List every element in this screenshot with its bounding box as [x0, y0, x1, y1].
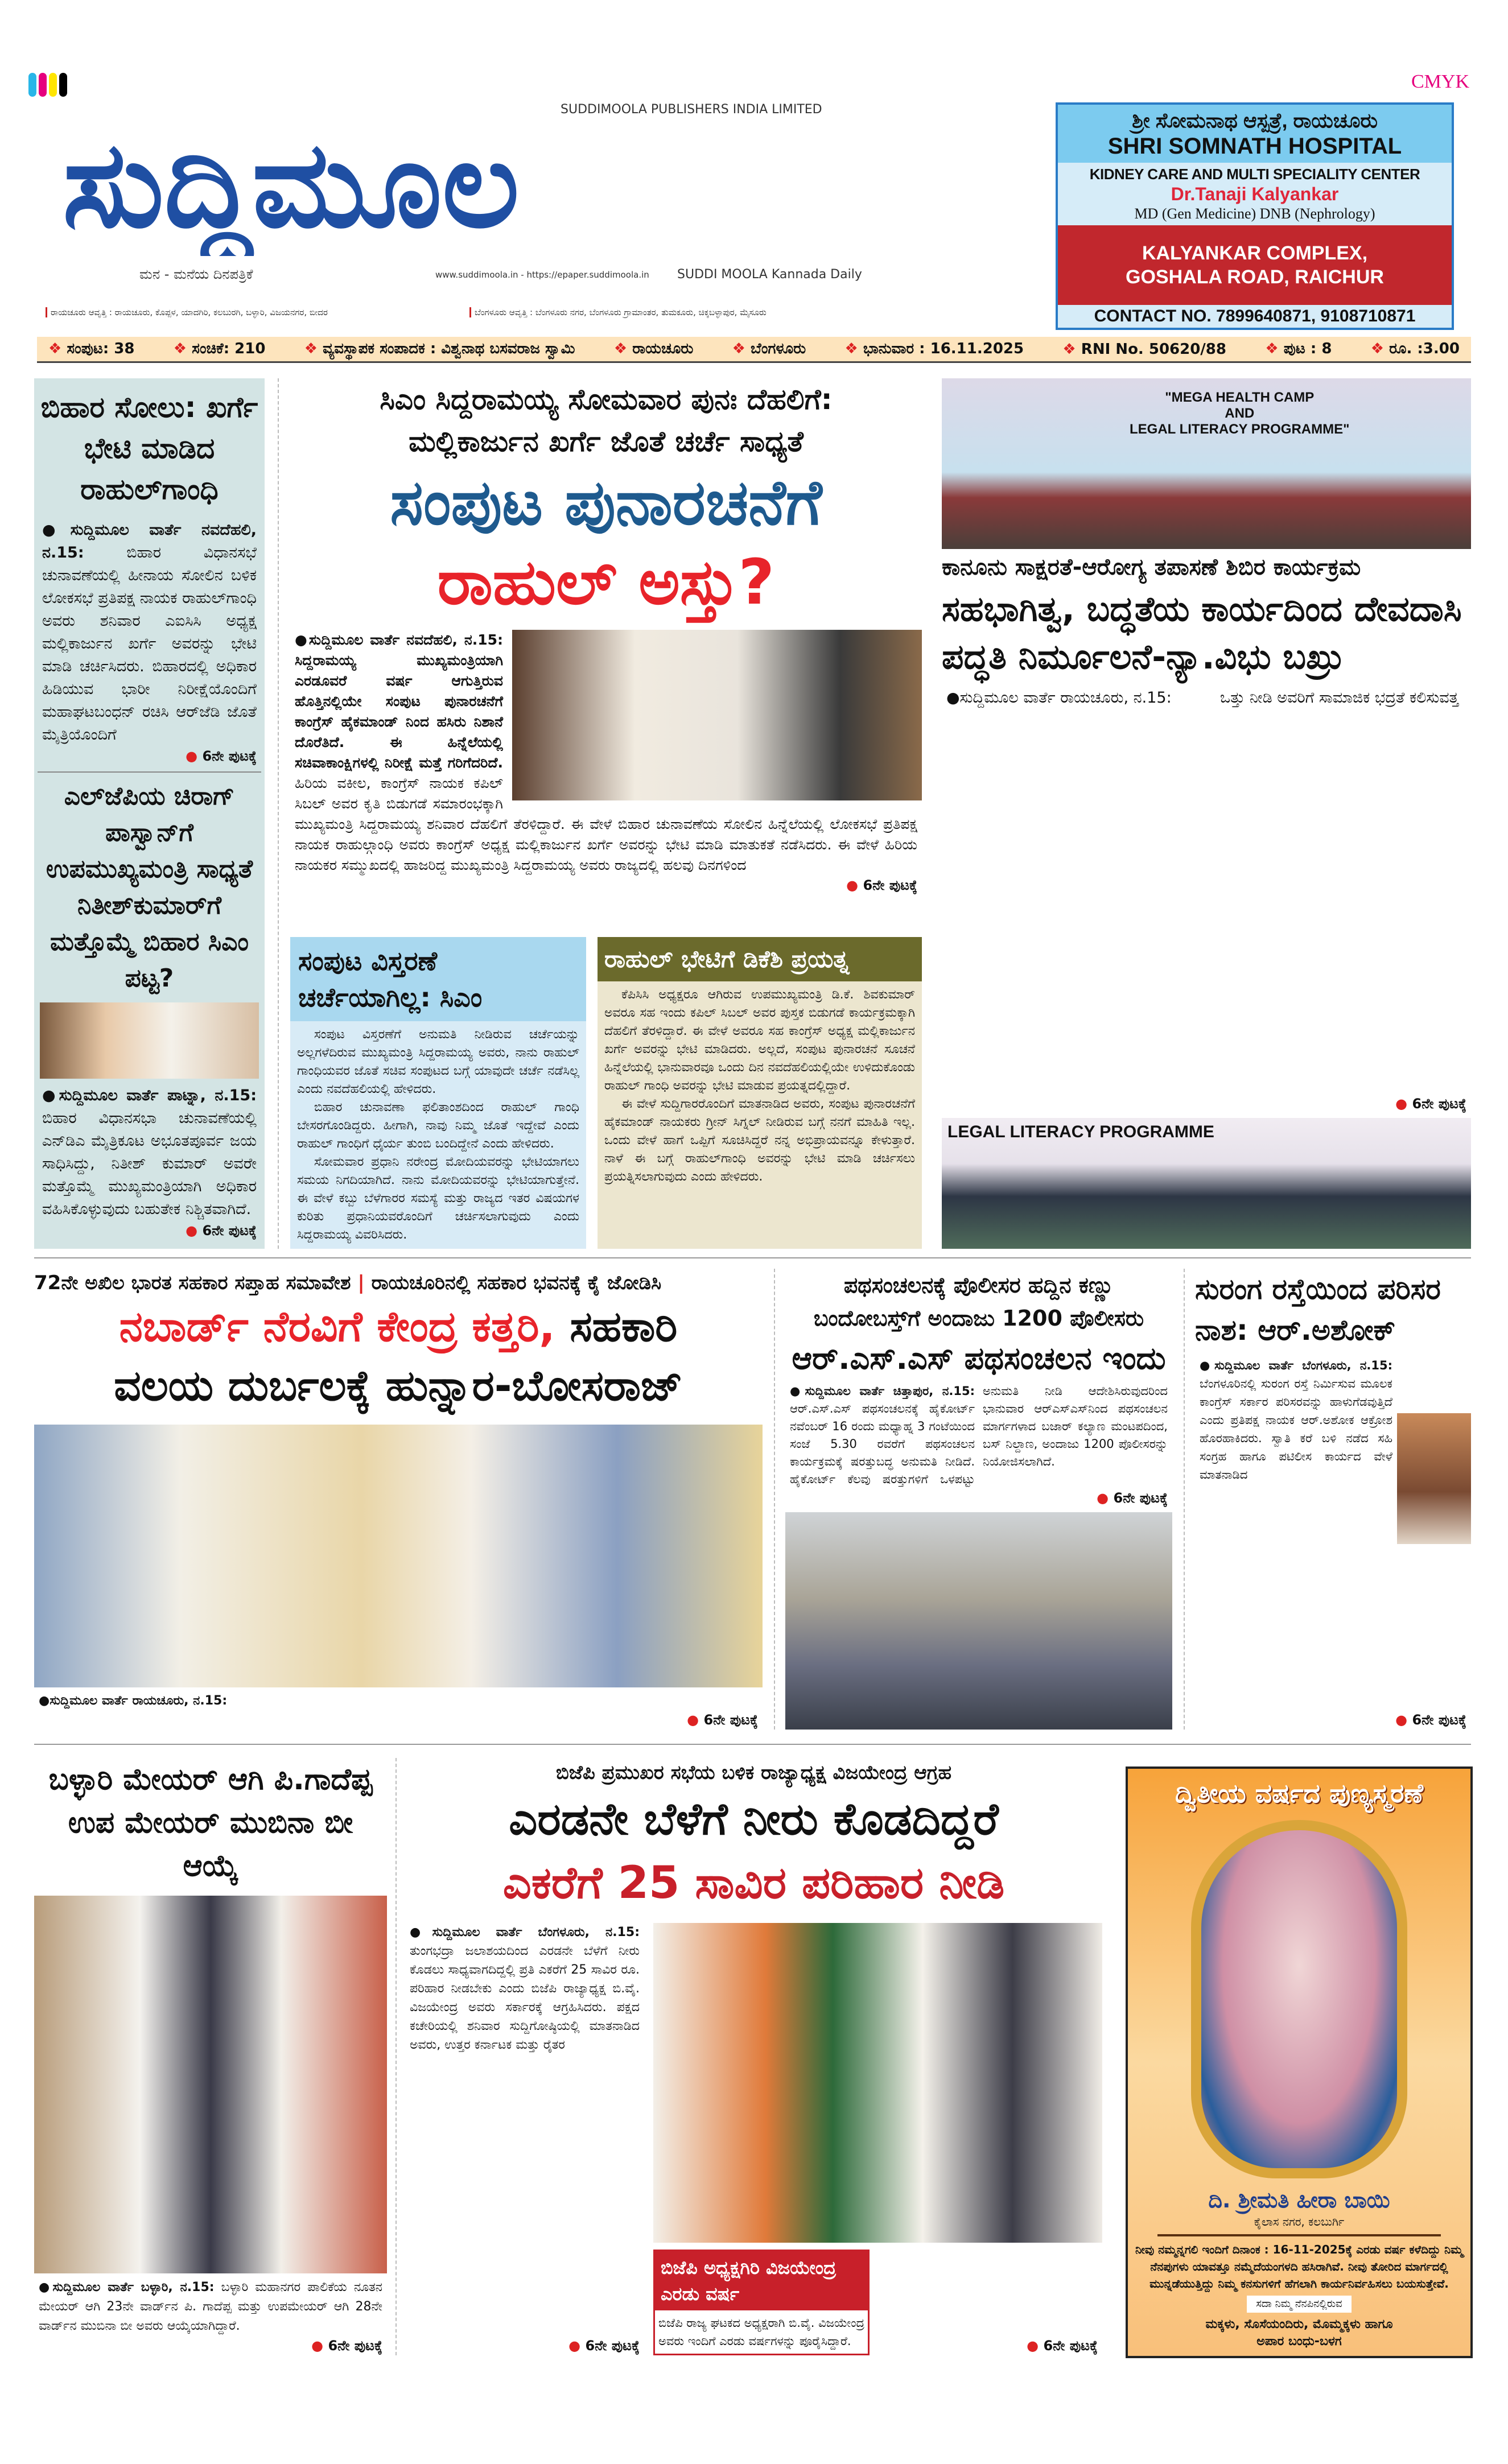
bengaluru-edition: ಬೆಂಗಳೂರು ಆವೃತ್ತಿ : ಬೆಂಗಳೂರು ನಗರ, ಬೆಂಗಳೂರು ಗ್ರಾಮಾಂತರ, ತುಮಕೂರು, ಚಿಕ್ಕಬಳ್ಳಾಪುರ, ಮೈಸೂರು — [469, 307, 767, 317]
article-body: ಬಳ್ಳಾರಿ ಮಹಾನಗರ ಪಾಲಿಕೆಯ ನೂತನ ಮೇಯರ್ ಆಗಿ 23ನೇ ವಾರ್ಡ್‌ನ ಪಿ. ಗಾದೆಪ್ಪ ಮತ್ತು ಉಪಮೇಯರ್ ಆಗಿ 28ನೇ ವಾರ್ಡ್‌ನ ಮುಬಿನಾ ಬೀ ಅವರು ಆಯ್ಕೆಯಾಗಿದ್ದಾರೆ. — [39, 2280, 382, 2333]
masthead-logo: ಸುದ್ದಿಮೂಲ — [63, 115, 520, 254]
memorial-ad — [1126, 1767, 1473, 2358]
hospital-specialty: KIDNEY CARE AND MULTI SPECIALITY CENTER — [1089, 166, 1420, 183]
memorial-place: ಕೈಲಾಸ ನಗರ, ಕಲಬುರ್ಗಿ — [1254, 2215, 1345, 2228]
editor: ❖ ವ್ಯವಸ್ಥಾಪಕ ಸಂಪಾದಕ : ವಿಶ್ವನಾಥ ಬಸವರಾಜ ಸ್ವಾಮಿ — [304, 340, 575, 358]
paragraph: ಸೋಮವಾರ ಪ್ರಧಾನಿ ನರೇಂದ್ರ ಮೋದಿಯವರನ್ನು ಭೇಟಿಯಾಗಲು ಸಮಯ ನಿಗದಿಯಾಗಿದೆ. ನಾನು ಮೋದಿಯವರನ್ನು ಭೇಟಿಯಾಗುತ್ತೇನೆ. ಈ ವೇಳೆ ಕಬ್ಬು ಬೆಳೆಗಾರರ ಸಮಸ್ಯೆ ಮತ್ತು ರಾಜ್ಯದ ಇತರ ವಿಷಯಗಳ ಕುರಿತು ಪ್ರಧಾನಿಯವರೊಂದಿಗೆ ಚರ್ಚಿಸಲಾಗುವುದು ಎಂದು ಸಿದ್ದರಾಮಯ್ಯ ವಿವರಿಸಿದರು. — [297, 1155, 579, 1242]
vijayendra-headline-red: ಎಕರೆಗೆ 25 ಸಾವಿರ ಪರಿಹಾರ ನೀಡಿ — [502, 1858, 1005, 1909]
cyan-dot — [28, 73, 36, 97]
legal-literacy-photo — [942, 1118, 1471, 1249]
yellow-dot — [49, 73, 57, 97]
column-rule — [278, 378, 279, 1249]
police-parade-photo — [785, 1512, 1172, 1730]
divider — [38, 771, 261, 773]
nabard-kicker-a: 72ನೇ ಅಖಿಲ ಭಾರತ ಸಹಕಾರ ಸಪ್ತಾಹ ಸಮಾವೇಶ — [34, 1272, 351, 1294]
nitish-chirag-photo — [40, 1002, 259, 1079]
issue: ❖ ಸಂಚಿಕೆ: 210 — [174, 340, 266, 358]
continued-label: ● 6ನೇ ಪುಟಕ್ಕೆ — [290, 876, 922, 895]
continued-label: ● 6ನೇ ಪುಟಕ್ಕೆ — [38, 1221, 261, 1240]
volume: ❖ ಸಂಪುಟ: 38 — [48, 340, 134, 358]
dateline: ●ಸುದ್ದಿಮೂಲ ವಾರ್ತೆ ನವದೆಹಲಿ, ನ.15: — [295, 632, 503, 648]
hospital-english-name: SHRI SOMNATH HOSPITAL — [1107, 134, 1402, 159]
vijayendra-story — [405, 1758, 1102, 2355]
lead-headline-2: ರಾಹುಲ್ ಅಸ್ತು? — [437, 546, 775, 618]
rss-headline: ಆರ್.ಎಸ್.ಎಸ್ ಪಥಸಂಚಲನ ಇಂದು — [792, 1340, 1166, 1376]
nabard-story — [34, 1269, 763, 1730]
continued-label: ● 6ನೇ ಪುಟಕ್ಕೆ — [785, 1488, 1172, 1508]
row-divider — [34, 1257, 1471, 1258]
lead-story — [290, 378, 922, 1249]
vijayendra-headline-black: ಎರಡನೇ ಬೆಳೆಗೆ ನೀರು ಕೊಡದಿದ್ದರೆ — [509, 1794, 999, 1845]
dks-box — [598, 937, 922, 1249]
banner-text: AND — [1225, 406, 1255, 421]
memorial-name: ದಿ. ಶ್ರೀಮತಿ ಹೀರಾ ಬಾಯಿ — [1208, 2188, 1390, 2213]
price: ❖ ರೂ. :3.00 — [1371, 340, 1460, 358]
info-strip — [37, 337, 1471, 363]
siddaramaiah-kharge-photo — [512, 630, 922, 800]
article-body: ಬಿಹಾರ ವಿಧಾನಸಭೆ ಚುನಾವಣೆಯಲ್ಲಿ ಹೀನಾಯ ಸೋಲಿನ ಬಳಿಕ ಲೋಕಸಭೆ ಪ್ರತಿಪಕ್ಷ ನಾಯಕ ರಾಹುಲ್‌ಗಾಂಧಿ ಅವರು ಶನಿವಾರ ಎಐಸಿಸಿ ಅಧ್ಯಕ್ಷ ಮಲ್ಲಿಕಾರ್ಜುನ ಖರ್ಗೆ ಅವರನ್ನು ಭೇಟಿ ಮಾಡಿ ಚರ್ಚಿಸಿದರು. ಬಿಹಾರದಲ್ಲಿ ಅಧಿಕಾರ ಹಿಡಿಯುವ ಭಾರೀ ನಿರೀಕ್ಷೆಯೊಂದಿಗೆ ಮಹಾಘಟಬಂಧನ್ ರಚಿಸಿ ಆರ್‌ಜೆಡಿ ಜೊತೆ ಮೈತ್ರಿಯೊಂದಿಗೆ — [42, 544, 257, 744]
column-rule — [1184, 1269, 1185, 1730]
publisher-name: SUDDIMOOLA PUBLISHERS INDIA LIMITED — [561, 102, 822, 117]
divider — [1157, 2234, 1441, 2236]
magenta-dot — [39, 73, 47, 97]
memorial-title: ದ್ವಿತೀಯ ವರ್ಷದ ಪುಣ್ಯಸ್ಮರಣೆ — [1175, 1778, 1424, 1809]
doctor-qualification: MD (Gen Medicine) DNB (Nephrology) — [1134, 205, 1375, 222]
paragraph: ಸಂಪುಟ ವಿಸ್ತರಣೆಗೆ ಅನುಮತಿ ನೀಡಿರುವ ಚರ್ಚೆಯನ್ನು ಅಲ್ಲಗಳೆದಿರುವ ಮುಖ್ಯಮಂತ್ರಿ ಸಿದ್ದರಾಮಯ್ಯ ಅವರು, ನಾನು ರಾಹುಲ್ ಗಾಂಧಿಯವರ ಜೊತೆ ಸಚಿವ ಸಂಪುಟದ ಬಗ್ಗೆ ಯಾವುದೇ ಚರ್ಚೆ ನಡೆಸಿಲ್ಲ ಎಂದು ನವದೆಹಲಿಯಲ್ಲಿ ಹೇಳಿದರು. — [297, 1027, 579, 1096]
column-rule — [774, 1269, 775, 1730]
cooperative-event-photo — [34, 1425, 763, 1687]
address-line1: KALYANKAR COMPLEX, — [1142, 242, 1368, 264]
banner-text: LEGAL LITERACY PROGRAMME — [947, 1122, 1214, 1141]
bihar-column — [34, 378, 265, 1249]
doctor-name: Dr.Tanaji Kalyankar — [1171, 184, 1339, 204]
dateline: ●ಸುದ್ದಿಮೂಲ ವಾರ್ತೆ ಬೆಂಗಳೂರು, ನ.15: — [410, 1925, 640, 1939]
box-headline: ಬಿಜೆಪಿ ಅಧ್ಯಕ್ಷಗಿರಿ ವಿಜಯೇಂದ್ರ ಎರಡು ವರ್ಷ — [655, 2251, 868, 2310]
article-body: ಆರ್.ಎಸ್.ಎಸ್ ಪಥಸಂಚಲನಕ್ಕೆ ಹೈಕೋರ್ಟ್ ನವೆಂಬರ್ 16 ರಂದು ಮಧ್ಯಾಹ್ನ 3 ಗಂಟೆಯಿಂದ ಸಂಜೆ 5.30 ರವರೆಗೆ ಪಥಸಂಚಲನ ಕಾರ್ಯಕ್ರಮಕ್ಕೆ ಷರತ್ತುಬದ್ಧ ಅನುಮತಿ ನೀಡಿದೆ. ಹೈಕೋರ್ಟ್ ಕೆಲವು ಷರತ್ತುಗಳಿಗೆ ಒಳಪಟ್ಟು ಅನುಮತಿ ನೀಡಿ ಆದೇಶಿಸಿರುವುದರಿಂದ ಭಾನುವಾರ ಆರ್‌ಎಸ್‌ಎಸ್‌ನಿಂದ ಪಥಸಂಚಲನ ಮಾರ್ಗಗಳಾದ ಬಜಾರ್ ಕಲ್ಯಾಣ ಮಂಟಪದಿಂದ, ಬಸ್ ನಿಲ್ದಾಣ, ಅಂದಾಜು 1200 ಪೊಲೀಸರನ್ನು ನಿಯೋಜಿಸಲಾಗಿದೆ. — [790, 1384, 1168, 1486]
dateline: ●ಸುದ್ದಿಮೂಲ ವಾರ್ತೆ ಪಾಟ್ನಾ, ನ.15: — [42, 1087, 257, 1104]
issue-date: ❖ ಭಾನುವಾರ : 16.11.2025 — [844, 340, 1024, 358]
nabard-kicker-b: ರಾಯಚೂರಿನಲ್ಲಿ ಸಹಕಾರ ಭವನಕ್ಕೆ ಕೈ ಜೋಡಿಸಿ — [371, 1272, 662, 1294]
lead-kicker-2: ಮಲ್ಲಿಕಾರ್ಜುನ ಖರ್ಗೆ ಜೊತೆ ಚರ್ಚೆ ಸಾಧ್ಯತೆ — [409, 425, 804, 458]
ballari-headline: ಬಳ್ಳಾರಿ ಮೇಯರ್ ಆಗಿ ಪಿ.ಗಾದೆಪ್ಪ ಉಪ ಮೇಯರ್ ಮುಬಿನಾ ಬೀ ಆಯ್ಕೆ — [48, 1763, 373, 1883]
bjp-meeting-photo — [653, 1923, 1102, 2243]
devadasi-story — [942, 378, 1471, 1249]
dks-box-headline: ರಾಹುಲ್ ಭೇಟಿಗೆ ಡಿಕೆಶಿ ಪ್ರಯತ್ನ — [598, 937, 922, 981]
photo-banner — [1130, 390, 1350, 438]
rss-subkicker: ಬಂದೋಬಸ್ತ್‌ಗೆ ಅಂದಾಜು 1200 ಪೊಲೀಸರು — [813, 1306, 1144, 1331]
website: www.suddimoola.in - https://epaper.suddimoola.in — [435, 270, 649, 280]
lead-body: ಹಿರಿಯ ವಕೀಲ, ಕಾಂಗ್ರೆಸ್ ನಾಯಕ ಕಪಿಲ್ ಸಿಬಲ್ ಅವರ ಕೃತಿ ಬಿಡುಗಡೆ ಸಮಾರಂಭಕ್ಕಾಗಿ ಮುಖ್ಯಮಂತ್ರಿ ಸಿದ್ದರಾಮಯ್ಯ ಶನಿವಾರ ದೆಹಲಿಗೆ ತೆರಳಿದ್ದಾರೆ. ಈ ವೇಳೆ ಬಿಹಾರ ಚುನಾವಣೆಯ ಸೋಲಿನ ಹಿನ್ನೆಲೆಯಲ್ಲಿ ಲೋಕಸಭೆ ಪ್ರತಿಪಕ್ಷ ನಾಯಕ ರಾಹುಲ್ಗಾಂಧಿ ಅವರು ಕಾಂಗ್ರೆಸ್ ಅಧ್ಯಕ್ಷ — [295, 775, 917, 853]
article-body: ಬೆಂಗಳೂರಿನಲ್ಲಿ ಸುರಂಗ ರಸ್ತೆ ನಿರ್ಮಿಸುವ ಮೂಲಕ ಕಾಂಗ್ರೆಸ್ ಸರ್ಕಾರ ಪರಿಸರವನ್ನು ಹಾಳುಗೆಡವುತ್ತಿದೆ ಎಂದು ಪ್ರತಿಪಕ್ಷ ನಾಯಕ ಆರ್.ಅಶೋಕ ಆಕ್ರೋಶ ಹೊರಹಾಕಿದರು. ಸ್ವಾತಿ ಕರೆ ಬಳಿ ನಡೆದ ಸಹಿ ಸಂಗ್ರಹ ಹಾಗೂ ಪಟಿಲೀಸ ಕಾರ್ಯದ ವೇಳೆ ಮಾತನಾಡಿದ — [1200, 1377, 1392, 1481]
banner-text: "MEGA HEALTH CAMP — [1165, 390, 1315, 405]
continued-label: ● 6ನೇ ಪುಟಕ್ಕೆ — [34, 1710, 763, 1730]
tagline: ಮನ - ಮನೆಯ ದಿನಪತ್ರಿಕೆ — [139, 266, 253, 282]
devadasi-headline: ಸಹಭಾಗಿತ್ವ, ಬದ್ಧತೆಯ ಕಾರ್ಯದಿಂದ ದೇವದಾಸಿ ಪದ್ಧತಿ ನಿರ್ಮೂಲನೆ-ನ್ಯಾ.ವಿಭು ಬಖ್ರು — [942, 589, 1462, 677]
memorial-message: ನೀವು ನಮ್ಮನ್ನಗಲಿ ಇಂದಿಗೆ ದಿನಾಂಕ : 16-11-2025ಕ್ಕೆ ಎರಡು ವರ್ಷ ಕಳೆದಿದ್ದು ನಿಮ್ಮ ನೆನಪುಗಳು ಯಾವತ್ತೂ ನಮ್ಮೆದೆಯಂಗಳದಿ ಹಸಿರಾಗಿವೆ. ನೀವು ತೋರಿದ ಮಾರ್ಗದಲ್ಲಿ ಮುನ್ನಡೆಯುತ್ತಿದ್ದು ನಿಮ್ಮ ಕನಸುಗಳಿಗೆ ಹೆಗಲಾಗಿ ಕಾರ್ಯನಿರ್ವಹಿಸಲು ಬಯಸುತ್ತೇವೆ. — [1135, 2243, 1463, 2290]
banner-text: LEGAL LITERACY PROGRAMME" — [1130, 422, 1350, 437]
column-rule — [395, 1758, 397, 2355]
dateline: ●ಸುದ್ದಿಮೂಲ ವಾರ್ತೆ ಬೆಂಗಳೂರು, ನ.15: — [1200, 1359, 1392, 1372]
rss-story — [785, 1269, 1172, 1730]
hospital-ad — [1056, 102, 1454, 330]
article-body: ಒತ್ತು ನೀಡಿ ಅವರಿಗೆ ಸಾಮಾಜಿಕ ಭದ್ರತೆ ಕಲಿಸುವತ್ತ — [1220, 689, 1459, 707]
english-name: SUDDI MOOLA Kannada Daily — [677, 267, 862, 282]
ashok-story — [1195, 1269, 1471, 1730]
box-body: ಬಿಜೆಪಿ ರಾಜ್ಯ ಘಟಕದ ಅಧ್ಯಕ್ಷರಾಗಿ ಬಿ.ವೈ. ವಿಜಯೇಂದ್ರ ಅವರು ಇಂದಿಗೆ ಎರಡು ವರ್ಷಗಳನ್ನು ಪೂರೈಸಿದ್ದಾರೆ. — [658, 2316, 864, 2348]
paragraph: ಬಿಹಾರ ಚುನಾವಣಾ ಫಲಿತಾಂಶದಿಂದ ರಾಹುಲ್ ಗಾಂಧಿ ಬೇಸರಗೊಂಡಿದ್ದರು. ಹೀಗಾಗಿ, ನಾವು ನಿಮ್ಮ ಜೊತೆ ಇದ್ದೇವೆ ಎಂದು ರಾಹುಲ್ ಗಾಂಧಿಗೆ ಧೈರ್ಯ ತುಂಬಿ ಬಂದಿದ್ದೇನೆ ಎಂದು ಹೇಳಿದರು. — [297, 1100, 579, 1151]
dateline: ●ಸುದ್ದಿಮೂಲ ವಾರ್ತೆ ನವದೆಹಲಿ, ನ.15: — [42, 521, 257, 562]
health-camp-photo — [942, 378, 1471, 549]
dateline: ●ಸುದ್ದಿಮೂಲ ವಾರ್ತೆ ಚಿತ್ತಾಪುರ, ನ.15: — [790, 1384, 975, 1398]
nabard-headline-2: ವಲಯ ದುರ್ಬಲಕ್ಕೆ ಹುನ್ನಾರ-ಬೋಸರಾಜ್ — [114, 1361, 683, 1410]
continued-label: ● 6ನೇ ಪುಟಕ್ಕೆ — [1195, 1710, 1471, 1730]
contact-number: CONTACT NO. 7899640871, 9108710871 — [1094, 307, 1416, 325]
registration-mark-left — [28, 73, 71, 97]
memorial-family-2: ಅಪಾರ ಬಂಧು-ಬಳಗ — [1256, 2334, 1342, 2349]
continued-label: ● 6ನೇ ಪುಟಕ್ಕೆ — [405, 2336, 644, 2355]
lead-body-2: ಮಲ್ಲಿಕಾರ್ಜುನ ಖರ್ಗೆ ಅವರನ್ನು ಭೇಟಿ ಮಾಡಿ ಮಾತುಕತೆ ನಡೆಸಿದರು. ಈ ವೇಳೆ ಹಿರಿಯ ನಾಯಕರ — [295, 836, 917, 873]
lead-headline-1: ಸಂಪುಟ ಪುನಾರಚನೆಗೆ — [390, 466, 822, 539]
continued-label: ● 6ನೇ ಪುಟಕ್ಕೆ — [38, 746, 261, 766]
dateline: ●ಸುದ್ದಿಮೂಲ ವಾರ್ತೆ ರಾಯಚೂರು, ನ.15: — [946, 689, 1172, 707]
memorial-portrait — [1191, 1820, 1407, 2178]
ashok-photo — [1397, 1413, 1471, 1544]
article-body: ತುಂಗಭದ್ರಾ ಜಲಾಶಯದಿಂದ ಎರಡನೇ ಬೆಳೆಗೆ ನೀರು ಕೊಡಲು ಸಾಧ್ಯವಾಗದಿದ್ದಲ್ಲಿ ಪ್ರತಿ ಎಕರೆಗೆ 25 ಸಾವಿರ ರೂ. ಪರಿಹಾರ ನೀಡಬೇಕು ಎಂದು ಬಿಜೆಪಿ ರಾಜ್ಯಾಧ್ಯಕ್ಷ ಬಿ.ವೈ. ವಿಜಯೇಂದ್ರ ಅವರು ಸರ್ಕಾರಕ್ಕೆ ಆಗ್ರಹಿಸಿದರು. ಪಕ್ಷದ ಕಚೇರಿಯಲ್ಲಿ ಶನಿವಾರ ಸುದ್ದಿಗೋಷ್ಠಿಯಲ್ಲಿ ಮಾತನಾಡಿದ ಅವರು, ಉತ್ತರ ಕರ್ನಾಟಕ ಮತ್ತು ರೈತರ — [410, 1944, 640, 2052]
city-raichur: ❖ ರಾಯಚೂರು — [614, 340, 694, 358]
lead-intro: ಸಿದ್ದರಾಮಯ್ಯ ಮುಖ್ಯಮಂತ್ರಿಯಾಗಿ ಎರಡೂವರೆ ವರ್ಷ ಆಗುತ್ತಿರುವ ಹೊತ್ತಿನಲ್ಲಿಯೇ ಸಂಪುಟ ಪುನಾರಚನೆಗೆ ಕಾಂಗ್ರೆಸ್ ಹೈಕಮಾಂಡ್ ನಿಂದ ಹಸಿರು ನಿಶಾನೆ ದೊರೆತಿದೆ. ಈ ಹಿನ್ನೆಲೆಯಲ್ಲಿ ಸಚಿವಾಕಾಂಕ್ಷಿಗಳಲ್ಲಿ ನಿರೀಕ್ಷೆ ಮತ್ತೆ ಗರಿಗೆದರಿದೆ. — [295, 652, 503, 771]
address-line2: GOSHALA ROAD, RAICHUR — [1126, 266, 1384, 288]
vijayendra-kicker: ಬಿಜೆಪಿ ಪ್ರಮುಖರ ಸಭೆಯ ಬಳಿಕ ರಾಜ್ಯಾಧ್ಯಕ್ಷ ವಿಜಯೇಂದ್ರ ಆಗ್ರಹ — [555, 1761, 952, 1784]
paragraph: ಈ ವೇಳೆ ಸುದ್ದಿಗಾರರೊಂದಿಗೆ ಮಾತನಾಡಿದ ಅವರು, ಸಂಪುಟ ಪುನಾರಚನೆಗೆ ಹೈಕಮಾಂಡ್ ನಾಯಕರು ಗ್ರೀನ್ ಸಿಗ್ನಲ್ ನೀಡಿರುವ ಬಗ್ಗೆ ನನಗೆ ಮಾಹಿತಿ ಇಲ್ಲ. ಒಂದು ವೇಳೆ ಹಾಗೆ ಒಪ್ಪಿಗೆ ಸೂಚಿಸಿದ್ದರೆ ನನ್ನ ಅಭಿಪ್ರಾಯವನ್ನೂ ಕೇಳುತ್ತಾರೆ. ನಾಳೆ ಈ ಬಗ್ಗೆ ರಾಹುಲ್‌ಗಾಂಧಿ ಅವರನ್ನು ಭೇಟಿ ಮಾಡಿ ಚರ್ಚಿಸಲು ಪ್ರಯತ್ನಿಸಲಾಗುವುದು ಎಂದು ಹೇಳಿದರು. — [604, 1097, 915, 1184]
cabinet-box-headline: ಸಂಪುಟ ವಿಸ್ತರಣೆ ಚರ್ಚೆಯಾಗಿಲ್ಲ: ಸಿಎಂ — [290, 937, 586, 1021]
nitish-headline: ಎಲ್‌ಜೆಪಿಯ ಚಿರಾಗ್ ಪಾಸ್ವಾನ್‌ಗೆ ಉಪಮುಖ್ಯಮಂತ್ರಿ ಸಾಧ್ಯತೆ ನಿತೀಶ್‌ಕುಮಾರ್‌ಗೆ ಮತ್ತೊಮ್ಮೆ ಬಿಹಾರ ಸಿಎಂ ಪಟ್ಟ? — [46, 782, 253, 993]
ballari-story — [34, 1758, 387, 2355]
bjp-president-box — [653, 2250, 1102, 2355]
nabard-headline-red: ನಬಾರ್ಡ್ ನೆರವಿಗೆ ಕೇಂದ್ರ ಕತ್ತರಿ, — [119, 1302, 555, 1351]
kicker-separator: | — [357, 1272, 365, 1294]
continued-label: ● 6ನೇ ಪುಟಕ್ಕೆ — [34, 2336, 387, 2355]
dateline: ●ಸುದ್ದಿಮೂಲ ವಾರ್ತೆ ಬಳ್ಳಾರಿ, ನ.15: — [39, 2280, 215, 2294]
rni-number: ❖ RNI No. 50620/88 — [1062, 341, 1226, 358]
article-body: ಬಿಹಾರ ವಿಧಾನಸಭಾ ಚುನಾವಣೆಯಲ್ಲಿ ಎನ್‌ಡಿಎ ಮೈತ್ರಿಕೂಟ ಅಭೂತಪೂರ್ವ ಜಯ ಸಾಧಿಸಿದ್ದು, ನಿತೀಶ್ ಕುಮಾರ್ ಅವರೇ ಮತ್ತೊಮ್ಮೆ ಮುಖ್ಯಮಂತ್ರಿಯಾಗಿ ಅಧಿಕಾರ ವಹಿಸಿಕೊಳ್ಳುವುದು ಬಹುತೇಕ ನಿಶ್ಚಿತವಾಗಿದೆ. — [42, 1109, 257, 1218]
continued-label: ● 6ನೇ ಪುಟಕ್ಕೆ — [1216, 1094, 1471, 1118]
memorial-remembering: ಸದಾ ನಿಮ್ಮ ನೆನಪಿನಲ್ಲಿರುವ — [1247, 2296, 1351, 2313]
hospital-kannada-name: ಶ್ರೀ ಸೋಮನಾಥ ಆಸ್ಪತ್ರೆ, ರಾಯಚೂರು — [1132, 109, 1378, 132]
paragraph: ಕೆಪಿಸಿಸಿ ಅಧ್ಯಕ್ಷರೂ ಆಗಿರುವ ಉಪಮುಖ್ಯಮಂತ್ರಿ ಡಿ.ಕೆ. ಶಿವಕುಮಾರ್ ಅವರೂ ಸಹ ಇಂದು ಕಪಿಲ್ ಸಿಬಲ್ ಅವರ ಪುಸ್ತಕ ಬಿಡುಗಡೆ ಕಾರ್ಯಕ್ರಮಕ್ಕಾಗಿ ದೆಹಲಿಗೆ ತೆರಳಿದ್ದಾರೆ. ಈ ವೇಳೆ ಅವರೂ ಸಹ ಕಾಂಗ್ರೆಸ್ ಅಧ್ಯಕ್ಷ ಮಲ್ಲಿಕಾರ್ಜುನ ಖರ್ಗೆ ಅವರನ್ನು ಭೇಟಿ ಮಾಡಿದರು. ಅಲ್ಲದೆ, ಸಂಪುಟ ಪುನಾರಚನೆ ಸೂಚನೆ ಹಿನ್ನೆಲೆಯಲ್ಲಿ ಭಾನುವಾರವೂ ಒಂದು ದಿನ ನವದೆಹಲಿಯಲ್ಲಿಯೇ ಉಳಿದುಕೊಂಡು ರಾಹುಲ್ ಗಾಂಧಿ ಅವರನ್ನು ಭೇಟಿ ಮಾಡುವ ಪ್ರಯತ್ನದಲ್ಲಿದ್ದಾರೆ. — [604, 988, 915, 1093]
page-count: ❖ ಪುಟ : 8 — [1265, 340, 1332, 358]
lead-text-area — [290, 630, 922, 930]
rss-kicker: ಪಥಸಂಚಲನಕ್ಕೆ ಪೊಲೀಸರ ಹದ್ದಿನ ಕಣ್ಣು — [843, 1273, 1114, 1298]
ashok-headline: ಸುರಂಗ ರಸ್ತೆಯಿಂದ ಪರಿಸರ ನಾಶ: ಆರ್.ಅಶೋಕ್ — [1195, 1273, 1441, 1347]
memorial-family-1: ಮಕ್ಕಳು, ಸೊಸೆಯಂದಿರು, ಮೊಮ್ಮಕ್ಕಳು ಹಾಗೂ — [1205, 2317, 1393, 2331]
raichur-edition: ರಾಯಚೂರು ಆವೃತ್ತಿ : ರಾಯಚೂರು, ಕೊಪ್ಪಳ, ಯಾದಗಿರಿ, ಕಲಬುರಗಿ, ಬಳ್ಳಾರಿ, ವಿಜಯನಗರ, ಬೀದರ — [46, 307, 328, 317]
ballari-mayor-photo — [34, 1896, 387, 2273]
bihar-headline: ಬಿಹಾರ ಸೋಲು: ಖರ್ಗೆ ಭೇಟಿ ಮಾಡಿದ ರಾಹುಲ್‌ಗಾಂಧಿ — [40, 391, 258, 506]
nabard-headline-black: ಸಹಕಾರಿ — [570, 1302, 678, 1351]
black-dot — [59, 73, 67, 97]
lead-body-3: ಸಮ್ಮುಖದಲ್ಲಿ ಹಾಜರಿದ್ದ ಮುಖ್ಯಮಂತ್ರಿ ಸಿದ್ದರಾಮಯ್ಯ ಅವರು ರಾಜ್ಯದಲ್ಲಿ ಹಲವು ದಿನಗಳಿಂದ — [341, 857, 747, 873]
city-bengaluru: ❖ ಬೆಂಗಳೂರು — [732, 340, 806, 358]
lead-kicker-1: ಸಿಎಂ ಸಿದ್ದರಾಮಯ್ಯ ಸೋಮವಾರ ಪುನಃ ದೆಹಲಿಗೆ: — [380, 383, 833, 416]
row-divider — [34, 1744, 1471, 1745]
devadasi-kicker: ಕಾನೂನು ಸಾಕ್ಷರತೆ-ಆರೋಗ್ಯ ತಪಾಸಣೆ ಶಿಬಿರ ಕಾರ್ಯಕ್ರಮ — [942, 554, 1361, 580]
continued-label: ● 6ನೇ ಪುಟಕ್ಕೆ — [876, 2336, 1102, 2355]
cabinet-box — [290, 937, 586, 1249]
cmyk-mark: CMYK — [1411, 71, 1470, 92]
dateline: ●ಸುದ್ದಿಮೂಲ ವಾರ್ತೆ ರಾಯಚೂರು, ನ.15: — [39, 1694, 228, 1708]
